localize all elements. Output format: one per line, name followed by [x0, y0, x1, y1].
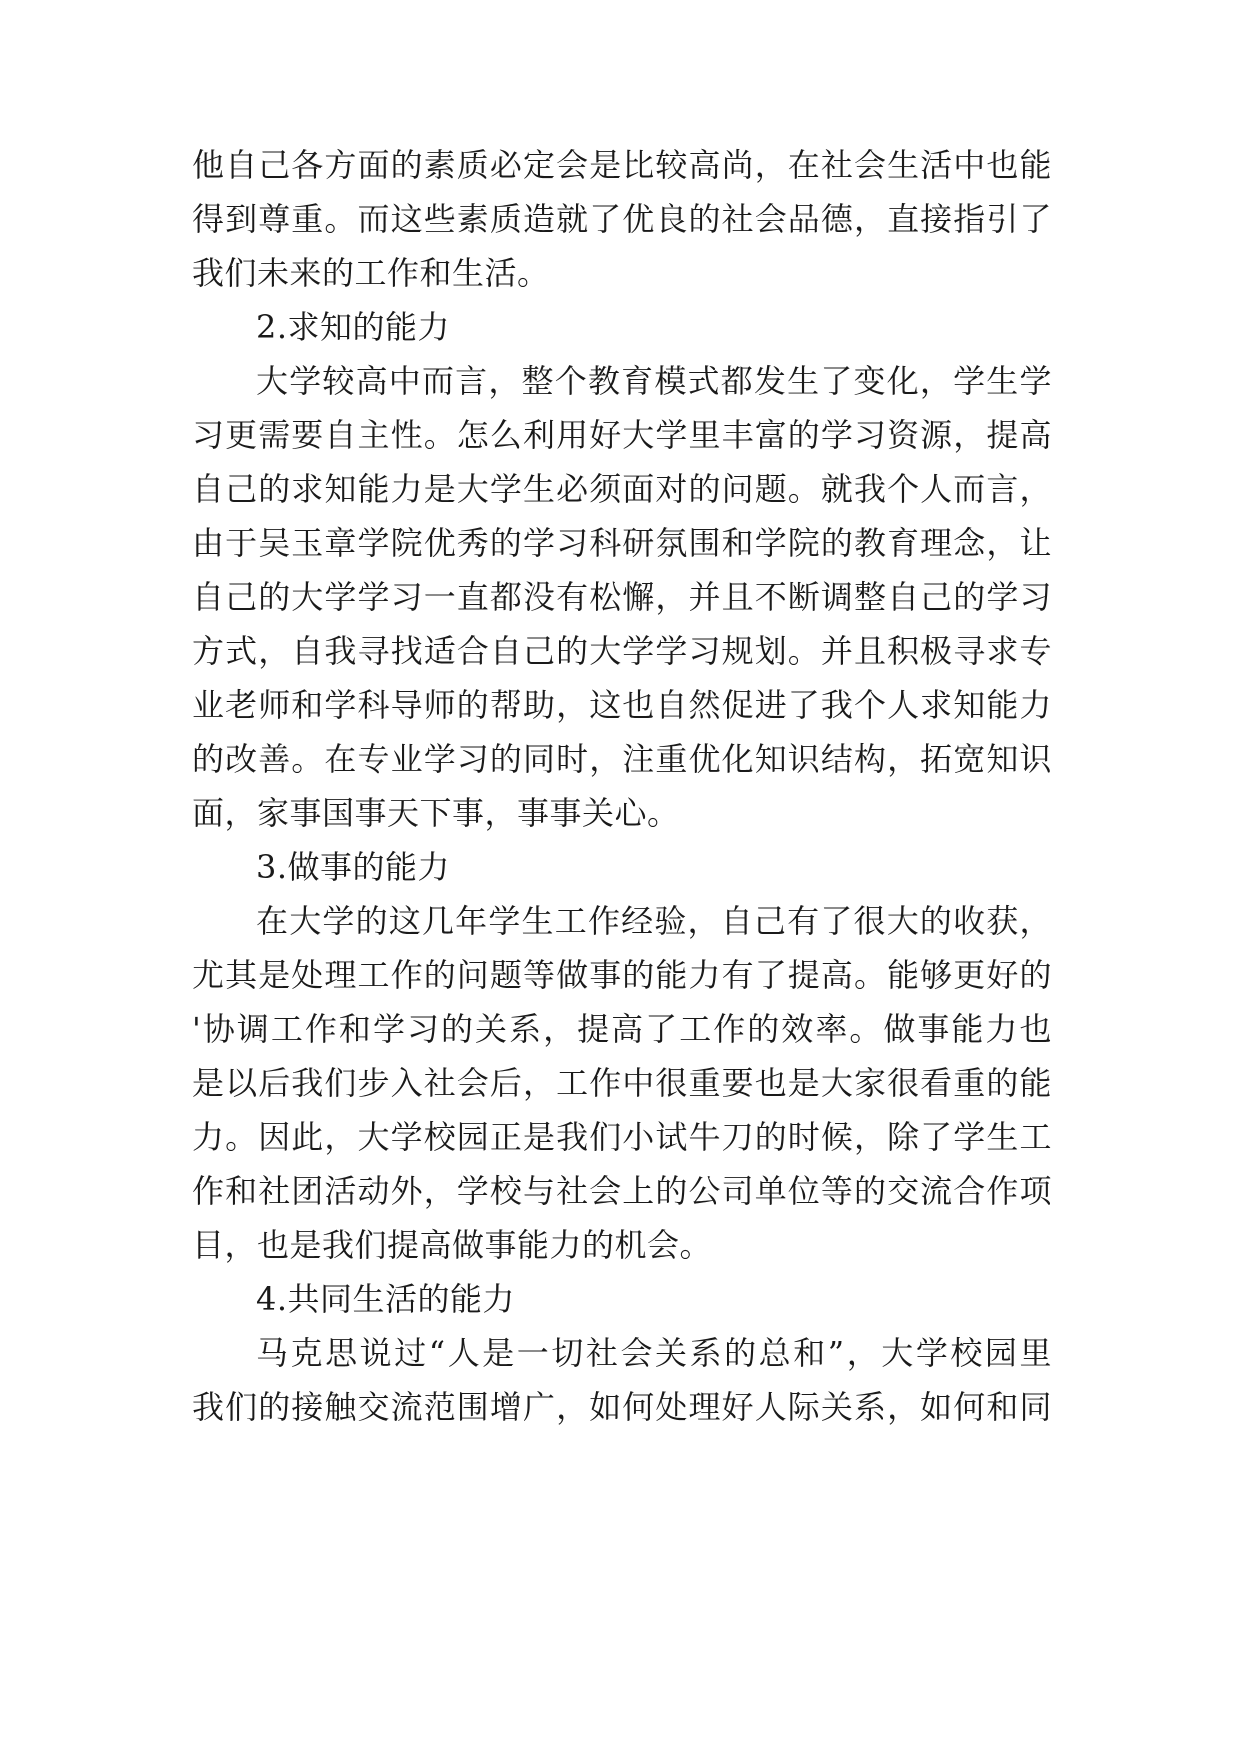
body-text-line: 自己的求知能力是大学生必须面对的问题。就我个人而言， — [192, 470, 1052, 508]
body-text-line: 得到尊重。而这些素质造就了优良的社会品德，直接指引了 — [192, 200, 1052, 238]
body-text-line: 大学较高中而言，整个教育模式都发生了变化，学生学 — [256, 362, 1052, 400]
body-text-line: 我们的接触交流范围增广，如何处理好人际关系，如何和同 — [192, 1388, 1052, 1426]
body-text-line: 方式，自我寻找适合自己的大学学习规划。并且积极寻求专 — [192, 632, 1052, 670]
body-text-line: 我们未来的工作和生活。 — [192, 254, 550, 292]
body-text-line: 马克思说过“人是一切社会关系的总和”，大学校园里 — [256, 1334, 1052, 1372]
body-text-line: 力。因此，大学校园正是我们小试牛刀的时候，除了学生工 — [192, 1118, 1052, 1156]
body-text-line: 业老师和学科导师的帮助，这也自然促进了我个人求知能力 — [192, 686, 1052, 724]
body-text-line: 目，也是我们提高做事能力的机会。 — [192, 1226, 713, 1264]
body-text-line: 自己的大学学习一直都没有松懈，并且不断调整自己的学习 — [192, 578, 1052, 616]
body-text-line: '协调工作和学习的关系，提高了工作的效率。做事能力也 — [192, 1010, 1052, 1048]
section-heading: 3.做事的能力 — [256, 848, 451, 886]
body-text-line: 作和社团活动外，学校与社会上的公司单位等的交流合作项 — [192, 1172, 1052, 1210]
body-text-line: 由于吴玉章学院优秀的学习科研氛围和学院的教育理念，让 — [192, 524, 1052, 562]
body-text-line: 的改善。在专业学习的同时，注重优化知识结构，拓宽知识 — [192, 740, 1052, 778]
body-text-line: 尤其是处理工作的问题等做事的能力有了提高。能够更好的 — [192, 956, 1052, 994]
body-text-line: 习更需要自主性。怎么利用好大学里丰富的学习资源，提高 — [192, 416, 1052, 454]
section-heading: 2.求知的能力 — [256, 308, 451, 346]
section-heading: 4.共同生活的能力 — [256, 1280, 516, 1318]
body-text-line: 面，家事国事天下事，事事关心。 — [192, 794, 680, 832]
body-text-line: 是以后我们步入社会后，工作中很重要也是大家很看重的能 — [192, 1064, 1052, 1102]
body-text-line: 在大学的这几年学生工作经验，自己有了很大的收获， — [256, 902, 1052, 940]
body-text-line: 他自己各方面的素质必定会是比较高尚，在社会生活中也能 — [192, 146, 1052, 184]
